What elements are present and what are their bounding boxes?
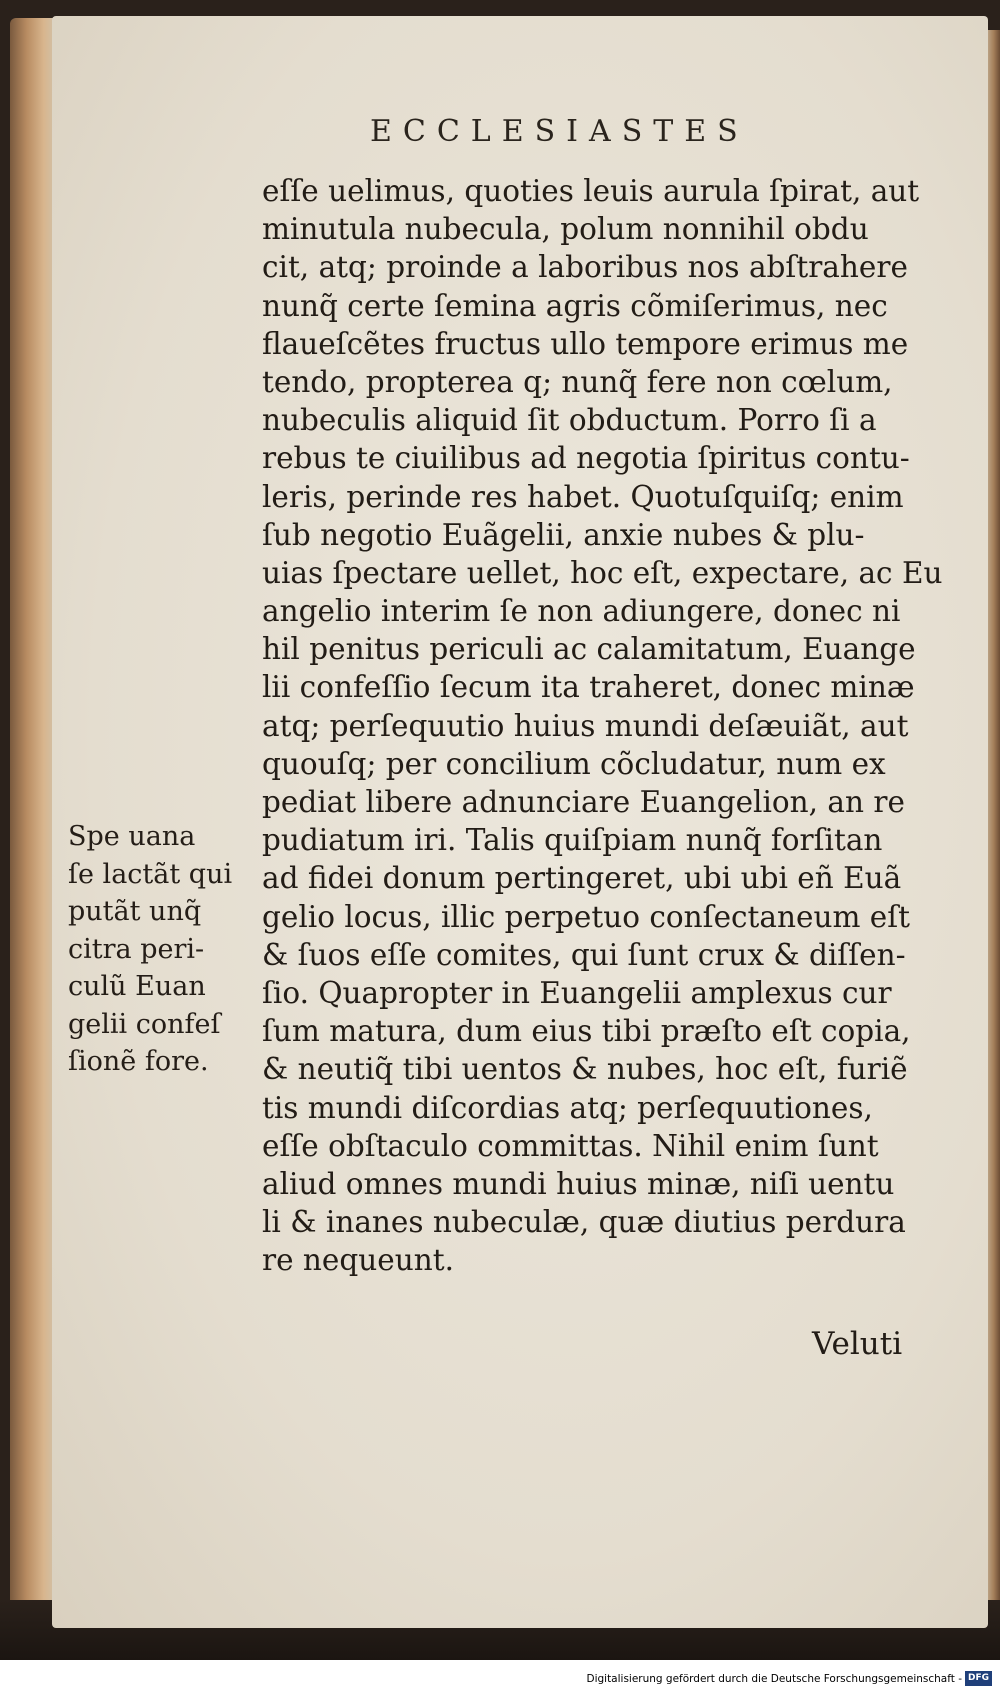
body-text-line: nubeculis aliquid ſit obductum. Porro ſi a (262, 403, 877, 438)
body-text-line: gelio locus, illic perpetuo conſectaneum eſt (262, 899, 911, 934)
body-text-line: hil penitus periculi ac calamitatum, Euange (262, 632, 916, 667)
body-text-line: nunq̃ certe ſemina agris cõmiſerimus, nec (262, 288, 888, 323)
body-text-line: angelio interim ſe non adiungere, donec ni (262, 594, 901, 629)
margin-note-line: putãt unq̃ (68, 896, 202, 927)
body-text-line: eſſe uelimus, quoties leuis aurula ſpirat, aut (262, 174, 920, 208)
dfg-logo: DFG (965, 1671, 992, 1686)
margin-note-line: Spe uana (68, 821, 196, 852)
body-text-line: aliud omnes mundi huius minæ, niſi uentu (262, 1166, 895, 1201)
body-text (262, 172, 942, 1279)
body-text-line: & ſuos eſſe comites, qui ſunt crux & diſſen- (262, 937, 906, 972)
margin-note-line: culũ Euan (68, 971, 206, 1002)
body-text-line: ad fidei donum pertingeret, ubi ubi eñ Euã (262, 861, 902, 896)
body-text-line: pediat libere adnunciare Euangelion, an re (262, 785, 905, 819)
body-text-line: tis mundi diſcordias atq; perſequutiones, (262, 1090, 873, 1125)
margin-note-line: citra peri- (68, 933, 205, 965)
body-text-line: re nequeunt. (262, 1243, 454, 1278)
body-text-line: ſum matura, dum eius tibi præſto eſt copia, (262, 1014, 911, 1049)
body-text-line: li & inanes nubeculæ, quæ diutius perdura (262, 1205, 906, 1240)
body-text-line: rebus te ciuilibus ad negotia ſpiritus contu- (262, 441, 910, 476)
body-text-line: pudiatum iri. Talis quiſpiam nunq̃ forſitan (262, 823, 883, 858)
body-text-line: eſſe obſtaculo committas. Nihil enim ſunt (262, 1128, 879, 1163)
body-text-line: uias ſpectare uellet, hoc eſt, expectare, ac Eu (262, 555, 942, 590)
body-text-line: quouſq; per concilium cõcludatur, num ex (262, 746, 886, 781)
body-text-line: cit, atq; proinde a laboribus nos abſtrahere (262, 250, 908, 285)
footer-bar (0, 1666, 1000, 1695)
margin-note-line: ſe lactãt qui (68, 858, 233, 890)
margin-note-line: gelii confeſ (68, 1008, 221, 1040)
catchword: Veluti (812, 1326, 903, 1362)
margin-note-line: ſionẽ fore. (68, 1046, 209, 1077)
body-text-line: flaueſcẽtes fructus ullo tempore erimus me (262, 326, 909, 361)
margin-note (68, 818, 258, 1081)
footer-credit: Digitalisierung gefördert durch die Deutsche Forschungsgemeinschaft - (586, 1673, 962, 1685)
body-text-line: tendo, propterea q; nunq̃ fere non cœlum, (262, 364, 893, 399)
body-text-line: lii confeſſio ſecum ita traheret, donec minæ (262, 670, 915, 705)
running-head: ECCLESIASTES (370, 114, 749, 149)
body-text-line: ſub negotio Euãgelii, anxie nubes & plu- (262, 517, 865, 552)
body-text-line: & neutiq̃ tibi uentos & nubes, hoc eſt, furiẽ (262, 1052, 908, 1087)
body-text-line: ſio. Quapropter in Euangelii amplexus cur (262, 975, 892, 1010)
body-text-line: minutula nubecula, polum nonnihil obdu (262, 212, 869, 247)
body-text-line: leris, perinde res habet. Quotuſquiſq; enim (262, 479, 904, 514)
book-edge-left (10, 18, 58, 1628)
body-text-line: atq; perſequutio huius mundi deſæuiãt, aut (262, 708, 909, 743)
